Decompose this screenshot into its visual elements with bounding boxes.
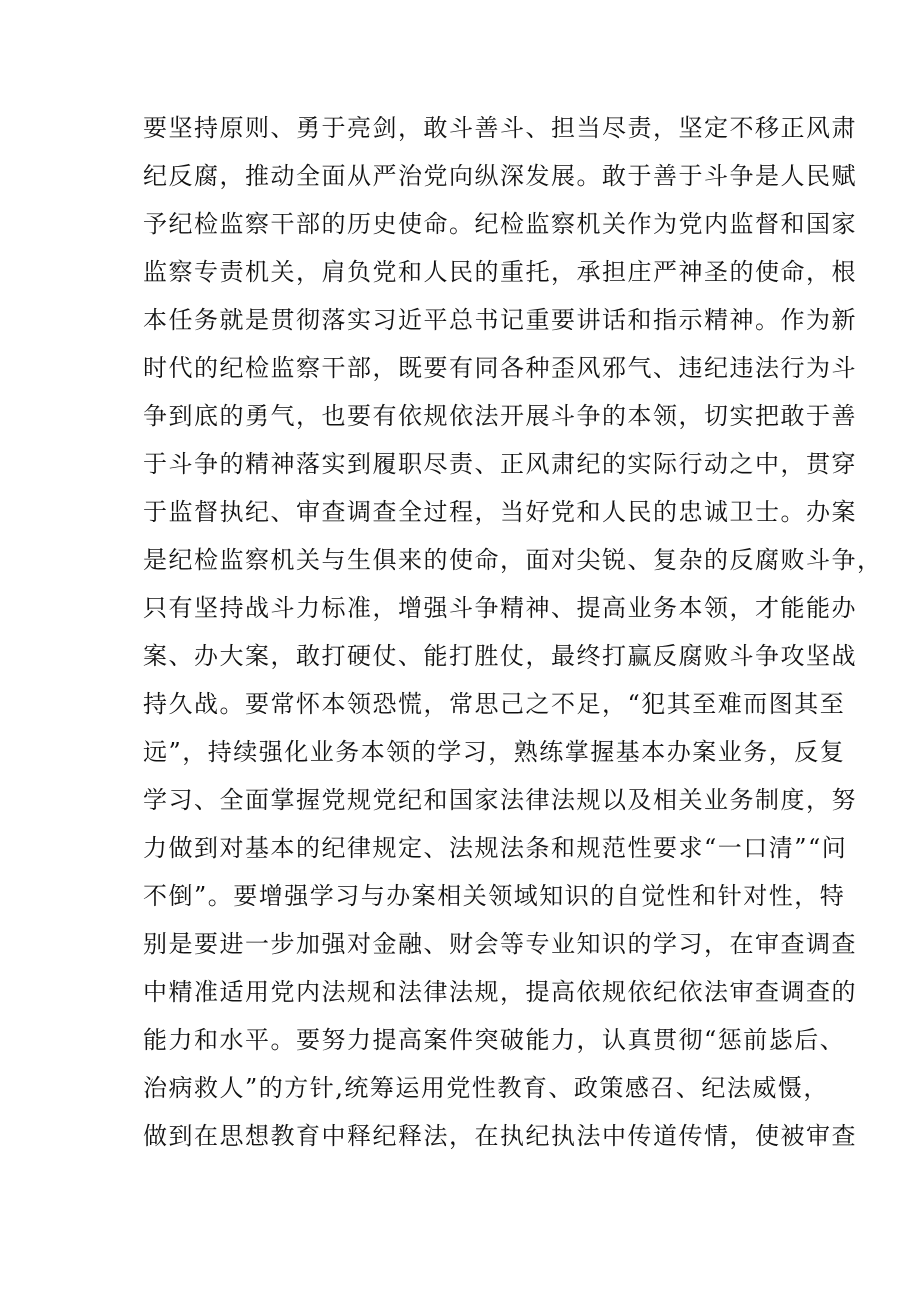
text-line: 本任务就是贯彻落实习近平总书记重要讲话和指示精神。作为新 [143, 306, 857, 334]
text-line: 不倒”。要增强学习与办案相关领域知识的自觉性和针对性，特 [143, 882, 846, 910]
text-line: 时代的纪检监察干部，既要有同各种歪风邪气、违纪违法行为斗 [143, 354, 857, 382]
text-line: 治病救人”的方针,统筹运用党性教育、政策感召、纪法威慑， [143, 1074, 829, 1102]
text-line: 学习、全面掌握党规党纪和国家法律法规以及相关业务制度，努 [143, 786, 857, 814]
text-line: 别是要进一步加强对金融、财会等专业知识的学习，在审查调查 [143, 930, 857, 958]
body-text [143, 104, 883, 1160]
text-line: 纪反腐，推动全面从严治党向纵深发展。敢于善于斗争是人民赋 [143, 162, 857, 190]
text-line: 于斗争的精神落实到履职尽责、正风肃纪的实际行动之中，贯穿 [143, 450, 857, 478]
text-line: 要坚持原则、勇于亮剑，敢斗善斗、担当尽责，坚定不移正风肃 [143, 114, 857, 142]
text-line: 做到在思想教育中释纪释法，在执纪执法中传道传情，使被审查 [143, 1122, 857, 1150]
text-line: 力做到对基本的纪律规定、法规法条和规范性要求“一口清”“问 [143, 834, 848, 862]
text-line: 案、办大案，敢打硬仗、能打胜仗，最终打赢反腐败斗争攻坚战 [143, 642, 857, 670]
text-line: 是纪检监察机关与生俱来的使命，面对尖锐、复杂的反腐败斗争， [143, 546, 883, 574]
text-line: 远”，持续强化业务本领的学习，熟练掌握基本办案业务，反复 [143, 738, 846, 766]
text-line: 持久战。要常怀本领恐慌，常思己之不足，“犯其至难而图其至 [143, 690, 846, 718]
text-line: 于监督执纪、审查调查全过程，当好党和人民的忠诚卫士。办案 [143, 498, 857, 526]
text-line: 中精准适用党内法规和法律法规，提高依规依纪依法审查调查的 [143, 978, 857, 1006]
text-line: 能力和水平。要努力提高案件突破能力，认真贯彻“惩前毖后、 [143, 1026, 846, 1054]
text-line: 只有坚持战斗力标准，增强斗争精神、提高业务本领，才能能办 [143, 594, 857, 622]
text-line: 予纪检监察干部的历史使命。纪检监察机关作为党内监督和国家 [143, 210, 857, 238]
text-line: 争到底的勇气，也要有依规依法开展斗争的本领，切实把敢于善 [143, 402, 857, 430]
text-line: 监察专责机关，肩负党和人民的重托，承担庄严神圣的使命，根 [143, 258, 857, 286]
